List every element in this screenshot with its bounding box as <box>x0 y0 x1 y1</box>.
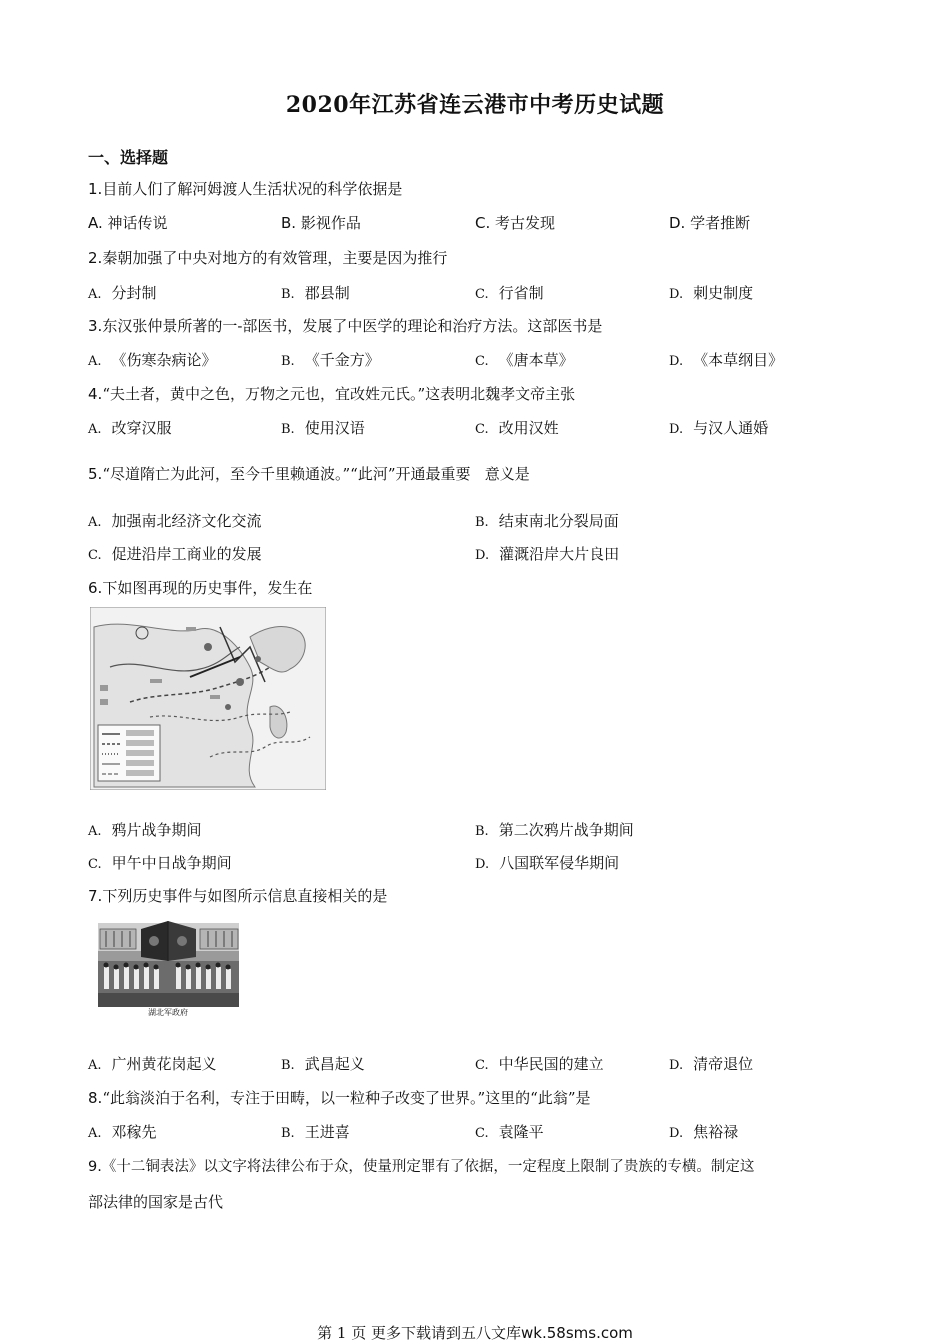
option-3b[interactable]: B. 《千金方》 <box>281 351 380 369</box>
question-number: 9. <box>88 1159 102 1175</box>
question-number: 1. <box>88 180 103 198</box>
photo-caption: 湖北军政府 <box>148 1008 188 1017</box>
question-number: 3. <box>88 317 103 335</box>
question-text: “此翁淡泊于名利，专注于田畴，以一粒种子改变了世界。”这里的“此翁”是 <box>102 1089 591 1107</box>
option-3a[interactable]: A. 《伤寒杂病论》 <box>88 351 217 369</box>
option-1c[interactable]: C. 考古发现 <box>475 214 556 232</box>
option-3c[interactable]: C. 《唐本草》 <box>475 351 574 369</box>
section-heading: 一、选择题 <box>88 148 169 167</box>
option-2b[interactable]: B. 郡县制 <box>281 284 350 302</box>
footer-text: 更多下载请到五八文库 <box>371 1324 522 1342</box>
option-3d[interactable]: D. 《本草纲目》 <box>669 351 784 369</box>
option-8a[interactable]: A. 邓稼先 <box>88 1123 157 1141</box>
question-number: 5. <box>88 465 103 483</box>
option-8c[interactable]: C. 袁隆平 <box>475 1123 544 1141</box>
option-4a[interactable]: A. 改穿汉服 <box>88 419 172 437</box>
question-text: 秦朝加强了中央对地方的有效管理，主要是因为推行 <box>102 249 448 267</box>
option-8d[interactable]: D. 焦裕禄 <box>669 1123 739 1141</box>
question-7 <box>88 885 387 906</box>
hubei-military-government-photo <box>96 917 241 1017</box>
question-3 <box>88 315 602 336</box>
question-2 <box>88 247 447 268</box>
option-7c[interactable]: C. 中华民国的建立 <box>475 1055 604 1073</box>
option-1d[interactable]: D. 学者推断 <box>669 214 751 232</box>
option-2c[interactable]: C. 行省制 <box>475 284 544 302</box>
option-4b[interactable]: B. 使用汉语 <box>281 419 365 437</box>
option-5a[interactable]: A. 加强南北经济文化交流 <box>88 512 262 530</box>
option-6a[interactable]: A. 鸦片战争期间 <box>88 821 202 839</box>
option-1b[interactable]: B. 影视作品 <box>281 214 361 232</box>
page-footer <box>0 1322 950 1343</box>
option-2a[interactable]: A. 分封制 <box>88 284 157 302</box>
option-8b[interactable]: B. 王进喜 <box>281 1123 350 1141</box>
question-text: 下列历史事件与如图所示信息直接相关的是 <box>102 887 388 905</box>
option-5c[interactable]: C. 促进沿岸工商业的发展 <box>88 545 262 563</box>
question-text: 部法律的国家是古代 <box>88 1193 224 1211</box>
option-4d[interactable]: D. 与汉人通婚 <box>669 419 769 437</box>
option-1a[interactable]: A. 神话传说 <box>88 214 168 232</box>
option-4c[interactable]: C. 改用汉姓 <box>475 419 559 437</box>
option-5d[interactable]: D. 灌溉沿岸大片良田 <box>475 545 620 563</box>
question-number: 2. <box>88 249 103 267</box>
question-text: 下如图再现的历史事件，发生在 <box>102 579 313 597</box>
question-text: 东汉张仲景所著的一-部医书，发展了中医学的理论和治疗方法。这部医书是 <box>102 317 603 335</box>
question-6 <box>88 577 312 598</box>
question-number: 6. <box>88 579 103 597</box>
question-9-continued <box>88 1191 223 1212</box>
option-2d[interactable]: D. 刺史制度 <box>669 284 754 302</box>
question-8 <box>88 1087 591 1108</box>
question-4 <box>88 383 575 404</box>
question-number: 8. <box>88 1089 103 1107</box>
question-text: “尽道隋亡为此河，至今千里赖通波。”“此河”开通最重要 意义是 <box>102 465 530 483</box>
footer-link[interactable]: wk.58sms.com <box>521 1324 633 1342</box>
question-5 <box>88 463 530 484</box>
question-9 <box>88 1155 754 1176</box>
option-6b[interactable]: B. 第二次鸦片战争期间 <box>475 821 634 839</box>
question-text: 《十二铜表法》以文字将法律公布于众，使量刑定罪有了依据，一定程度上限制了贵族的专横。制定这 <box>101 1159 755 1175</box>
war-map-image <box>90 607 326 790</box>
question-number: 4. <box>88 385 103 403</box>
option-7d[interactable]: D. 清帝退位 <box>669 1055 754 1073</box>
option-7a[interactable]: A. 广州黄花岗起义 <box>88 1055 217 1073</box>
page-number: 第 1 页 <box>317 1324 367 1342</box>
question-text: “夫土者，黄中之色，万物之元也，宜改姓元氏。”这表明北魏孝文帝主张 <box>102 385 576 403</box>
question-text: 目前人们了解河姆渡人生活状况的科学依据是 <box>102 180 403 198</box>
page-title: 2020年江苏省连云港市中考历史试题 <box>285 92 665 118</box>
option-6c[interactable]: C. 甲午中日战争期间 <box>88 854 232 872</box>
option-6d[interactable]: D. 八国联军侵华期间 <box>475 854 620 872</box>
question-number: 7. <box>88 887 103 905</box>
option-5b[interactable]: B. 结束南北分裂局面 <box>475 512 619 530</box>
option-7b[interactable]: B. 武昌起义 <box>281 1055 365 1073</box>
question-1 <box>88 178 402 199</box>
